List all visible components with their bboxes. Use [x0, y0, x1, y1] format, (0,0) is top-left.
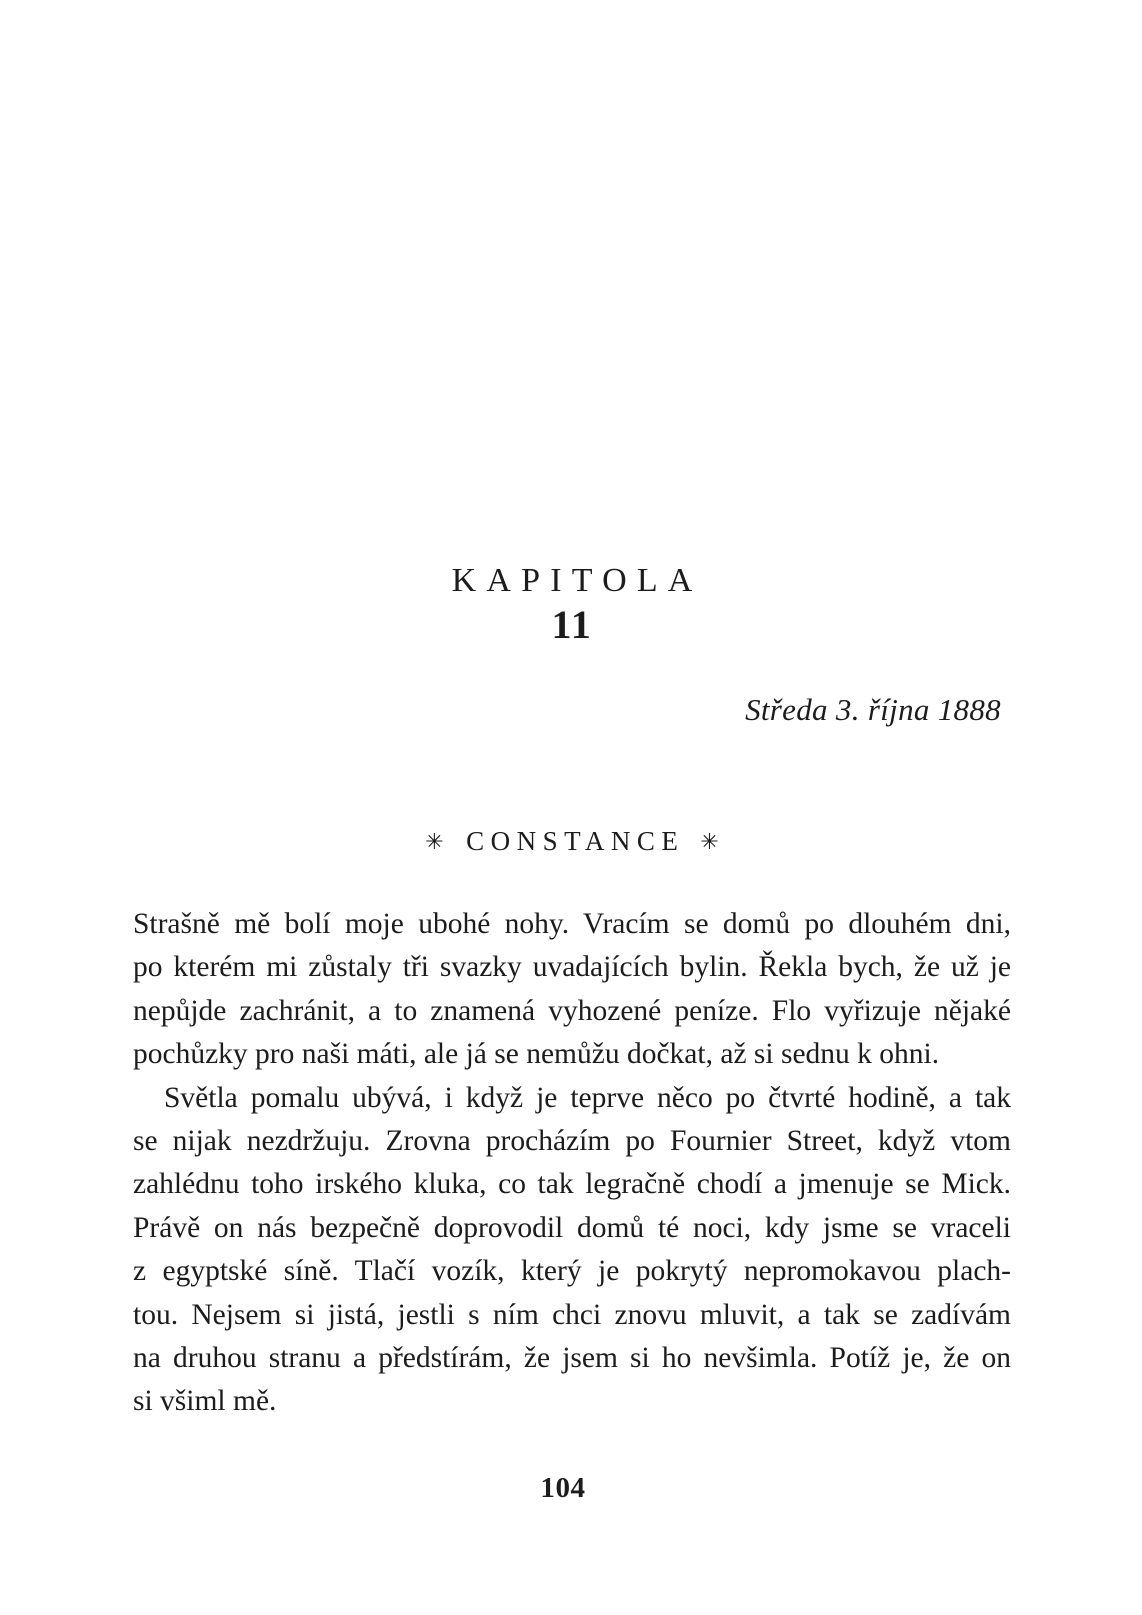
paragraph [133, 1077, 1011, 1424]
page-number: 104 [540, 1472, 586, 1504]
text-line: nepůjde zachránit, a to znamená vyhozené peníze. Flo vyřizuje nějaké [133, 994, 1011, 1027]
chapter-label: KAPITOLA [451, 562, 703, 599]
florette-ornament-icon: ✳ [700, 829, 719, 855]
section-title: CONSTANCE [466, 826, 685, 856]
text-line: se nijak nezdržuju. Zrovna procházím po Fournier Street, když vtom [133, 1125, 1011, 1158]
chapter-number: 11 [551, 602, 593, 647]
text-line: tou. Nejsem si jistá, jestli s ním chci znovu mluvit, a tak se zadívám [133, 1298, 1011, 1331]
florette-ornament-icon: ✳ [425, 829, 444, 855]
text-line: na druhou stranu a předstírám, že jsem si ho nevšimla. Potíž je, že on [133, 1342, 1011, 1375]
text-line: z egyptské síně. Tlačí vozík, který je pokrytý nepromokavou plach- [133, 1255, 1011, 1288]
text-line: pochůzky pro naši máti, ale já se nemůžu dočkat, až si sednu k ohni. [133, 1038, 940, 1071]
text-line: Světla pomalu ubývá, i když je teprve něco po čtvrté hodině, a tak [164, 1081, 1011, 1114]
text-line: Strašně mě bolí moje ubohé nohy. Vracím se domů po dlouhém dni, [133, 908, 1011, 940]
paragraph [133, 903, 1011, 1077]
section-heading [133, 826, 1011, 857]
date-line: Středa 3. října 1888 [745, 692, 1001, 727]
body-text [133, 903, 1011, 1424]
text-line: Právě on nás bezpečně doprovodil domů té noci, kdy jsme se vraceli [133, 1211, 1011, 1244]
text-line: zahlédnu toho irského kluka, co tak legračně chodí a jmenuje se Mick. [133, 1168, 1011, 1201]
text-line: po kterém mi zůstaly tři svazky uvadajících bylin. Řekla bych, že už je [133, 951, 1011, 984]
text-line: si všiml mě. [133, 1385, 277, 1418]
